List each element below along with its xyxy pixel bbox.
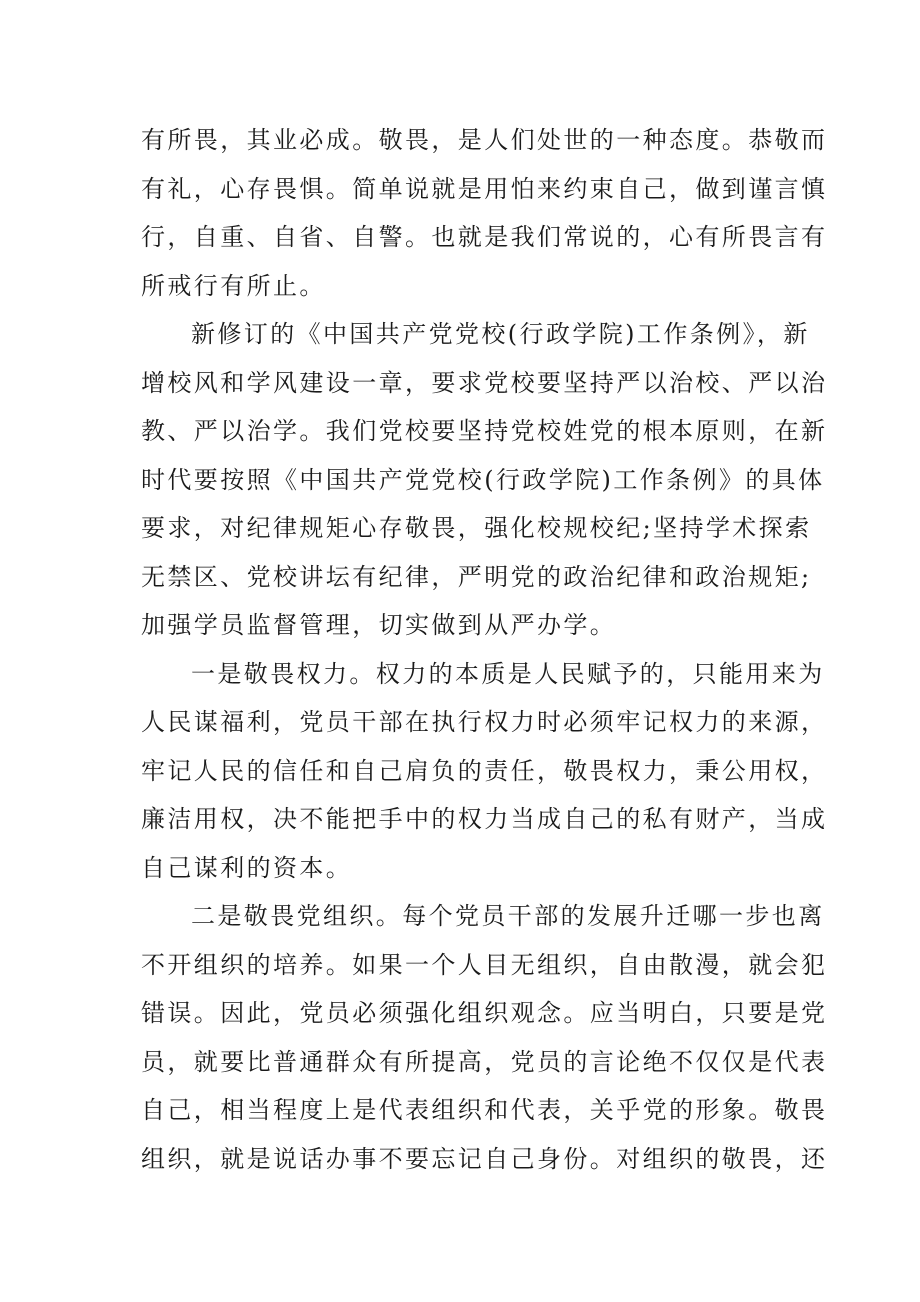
text-line: 组织，就是说话办事不要忘记自己身份。对组织的敬畏，还 [141,1144,828,1173]
text-line: 要求，对纪律规矩心存敬畏，强化校规校纪;坚持学术探索 [141,514,812,542]
paragraph-3 [141,650,828,893]
text-line: 行，自重、自省、自警。也就是我们常说的，心有所畏言有 [141,223,828,251]
text-line: 不开组织的培养。如果一个人目无组织，自由散漫，就会犯 [141,950,828,979]
text-line: 有礼，心存畏惧。简单说就是用怕来约束自己，做到谨言慎 [141,174,828,203]
text-line: 一是敬畏权力。权力的本质是人民赋予的，只能用来为 [191,659,825,688]
paragraph-2 [141,310,828,650]
paragraph-4 [141,892,828,1183]
text-line: 教、严以治学。我们党校要坚持党校姓党的根本原则，在新 [141,417,828,445]
text-line: 无禁区、党校讲坛有纪律，严明党的政治纪律和政治规矩; [141,562,812,591]
text-line: 廉洁用权，决不能把手中的权力当成自己的私有财产，当成 [141,805,828,833]
text-line: 自己，相当程度上是代表组织和代表，关乎党的形象。敬畏 [141,1096,828,1124]
text-line: 加强学员监督管理，切实做到从严办学。 [141,611,617,639]
text-line: 所戒行有所止。 [141,271,326,300]
text-line: 自己谋利的资本。 [141,853,353,882]
text-line: 错误。因此，党员必须强化组织观念。应当明白，只要是党 [141,999,828,1027]
text-line: 人民谋福利，党员干部在执行权力时必须牢记权力的来源， [141,708,828,736]
text-line: 牢记人民的信任和自己肩负的责任，敬畏权力，秉公用权， [141,756,828,785]
text-line: 新修订的《中国共产党党校(行政学院)工作条例》，新 [191,320,810,348]
text-line: 时代要按照《中国共产党党校(行政学院)工作条例》的具体 [141,465,825,494]
text-line: 有所畏，其业必成。敬畏，是人们处世的一种态度。恭敬而 [141,126,828,154]
text-line: 员，就要比普通群众有所提高，党员的言论绝不仅仅是代表 [141,1047,828,1076]
text-line: 增校风和学风建设一章，要求党校要坚持严以治校、严以治 [141,368,828,397]
text-line: 二是敬畏党组织。每个党员干部的发展升迁哪一步也离 [191,902,825,930]
paragraph-1 [141,116,828,310]
document-body [141,116,828,1183]
